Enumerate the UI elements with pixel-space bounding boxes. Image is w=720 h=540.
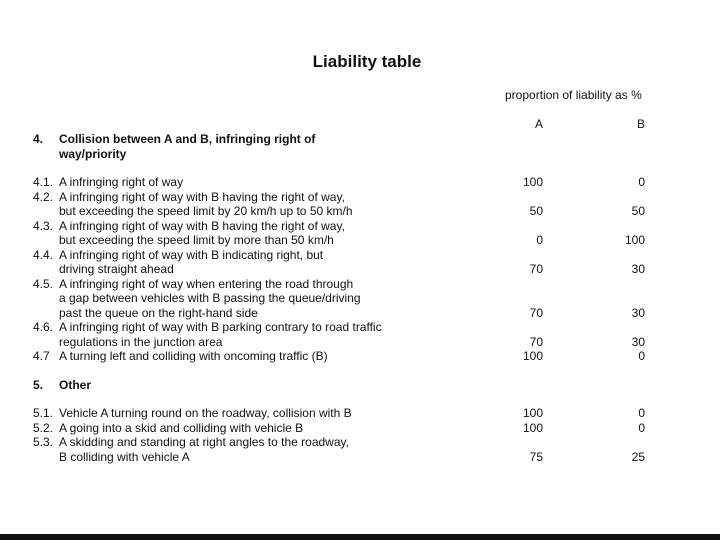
row-description-cont: but exceeding the speed limit by 20 km/h up to 50 km/h — [59, 204, 353, 218]
section-5-heading — [0, 378, 720, 393]
row-description-cont: driving straight ahead — [59, 262, 174, 276]
liability-b-value: 30 — [631, 306, 645, 320]
liability-b-value: 50 — [631, 204, 645, 218]
liability-a-value: 100 — [522, 421, 543, 435]
section-number: 5. — [33, 378, 44, 392]
section-4-heading — [0, 132, 720, 147]
row-description-cont: regulations in the junction area — [59, 335, 223, 349]
table-row — [0, 349, 720, 364]
row-number: 5.1. — [33, 406, 54, 420]
liability-b-value: 30 — [631, 335, 645, 349]
table-row — [0, 190, 720, 205]
section-title-cont: way/priority — [59, 147, 127, 161]
table-row — [0, 175, 720, 190]
row-description: A infringing right of way with B having the right of way, — [59, 219, 345, 233]
liability-b-value: 0 — [638, 175, 645, 189]
table-row-cont — [0, 262, 720, 277]
liability-a-value: 70 — [529, 306, 543, 320]
table-row — [0, 219, 720, 234]
row-description: A infringing right of way with B having the right of way, — [59, 190, 345, 204]
table-row-cont — [0, 204, 720, 219]
row-description-cont: a gap between vehicles with B passing the queue/driving — [59, 291, 361, 305]
section-title: Other — [59, 378, 92, 392]
table-row-cont — [0, 450, 720, 465]
table-row-cont — [0, 233, 720, 248]
liability-a-value: 0 — [536, 233, 543, 247]
table-row-cont — [0, 291, 720, 306]
section-4-heading-cont — [0, 147, 720, 162]
row-number: 4.5. — [33, 277, 54, 291]
table-row — [0, 421, 720, 436]
liability-b-value: 100 — [624, 233, 645, 247]
table-row — [0, 248, 720, 263]
row-description: A skidding and standing at right angles to the roadway, — [59, 435, 349, 449]
liability-b-value: 0 — [638, 349, 645, 363]
row-number: 4.7 — [33, 349, 50, 363]
table-row — [0, 277, 720, 292]
liability-a-value: 75 — [529, 450, 543, 464]
row-description: A turning left and colliding with oncoming traffic (B) — [59, 349, 328, 363]
liability-a-value: 50 — [529, 204, 543, 218]
row-description-cont: B colliding with vehicle A — [59, 450, 190, 464]
liability-b-value: 0 — [638, 406, 645, 420]
liability-b-value: 25 — [631, 450, 645, 464]
liability-a-value: 100 — [522, 406, 543, 420]
row-number: 4.1. — [33, 175, 54, 189]
liability-b-value: 0 — [638, 421, 645, 435]
liability-header-caption: proportion of liability as % — [505, 88, 642, 102]
column-header-row — [0, 117, 720, 132]
row-description: A infringing right of way — [59, 175, 184, 189]
table-row — [0, 320, 720, 335]
bottom-border — [0, 534, 720, 540]
liability-a-value: 100 — [522, 175, 543, 189]
row-number: 4.4. — [33, 248, 54, 262]
liability-a-value: 100 — [522, 349, 543, 363]
table-row-cont — [0, 306, 720, 321]
row-description: A infringing right of way with B indicating right, but — [59, 248, 324, 262]
table-row — [0, 435, 720, 450]
liability-a-value: 70 — [529, 262, 543, 276]
row-number: 5.3. — [33, 435, 54, 449]
row-description: A infringing right of way when entering the road through — [59, 277, 354, 291]
column-a-header: A — [534, 117, 543, 131]
row-description: A infringing right of way with B parking contrary to road traffic — [59, 320, 382, 334]
row-number: 4.6. — [33, 320, 54, 334]
table-row-cont — [0, 335, 720, 350]
row-number: 4.3. — [33, 219, 54, 233]
liability-a-value: 70 — [529, 335, 543, 349]
section-title: Collision between A and B, infringing right of — [59, 132, 316, 146]
row-description-cont: past the queue on the right-hand side — [59, 306, 258, 320]
row-description: A going into a skid and colliding with vehicle B — [59, 421, 304, 435]
row-description-cont: but exceeding the speed limit by more than 50 km/h — [59, 233, 334, 247]
liability-b-value: 30 — [631, 262, 645, 276]
row-description: Vehicle A turning round on the roadway, collision with B — [59, 406, 352, 420]
table-row — [0, 406, 720, 421]
page-title: Liability table — [312, 52, 422, 71]
row-number: 5.2. — [33, 421, 54, 435]
section-number: 4. — [33, 132, 44, 146]
row-number: 4.2. — [33, 190, 54, 204]
column-b-header: B — [636, 117, 645, 131]
